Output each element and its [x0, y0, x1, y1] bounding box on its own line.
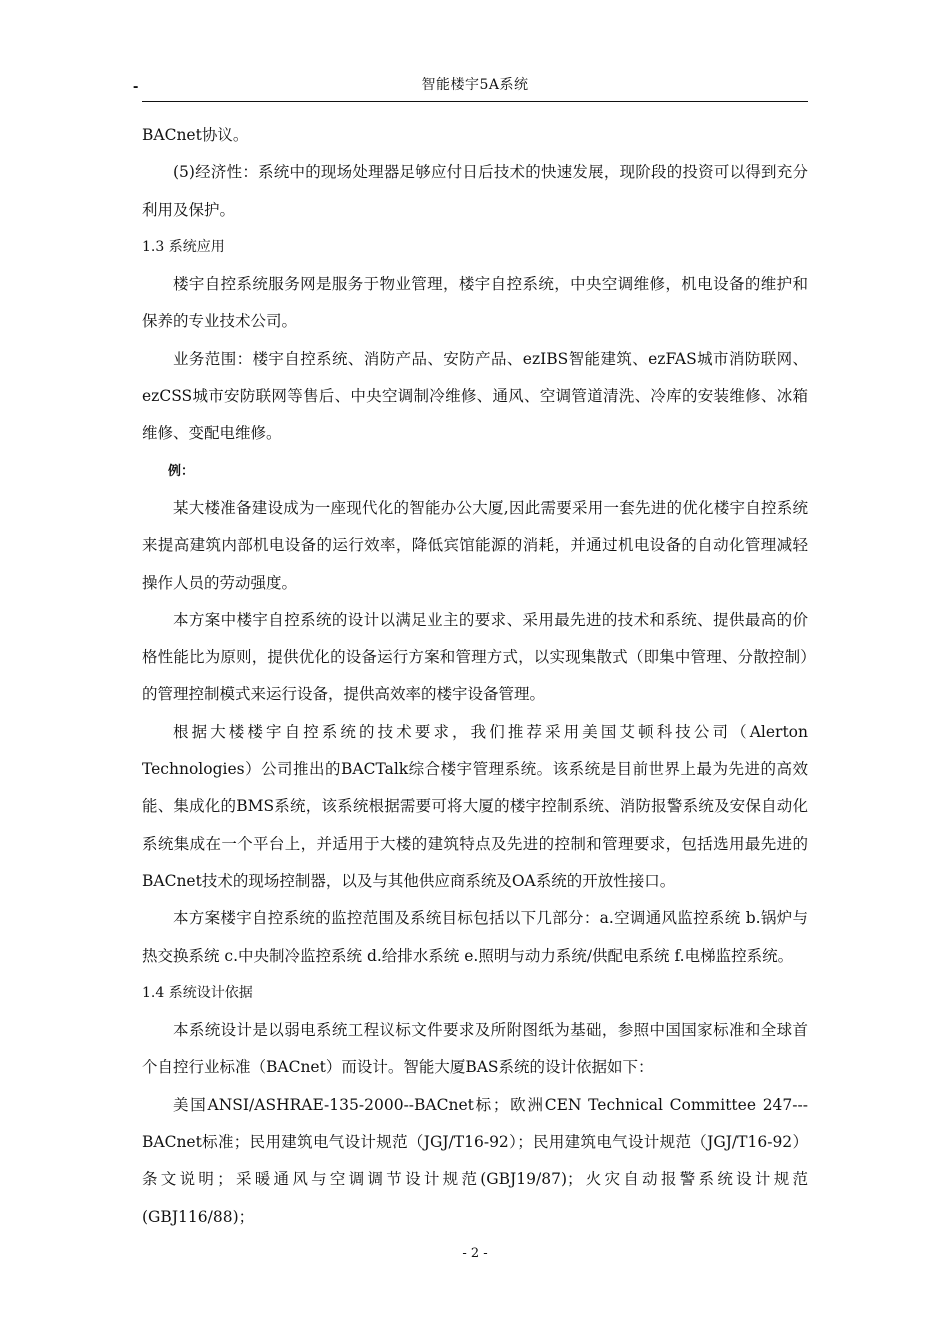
paragraph-business-scope: 业务范围：楼宇自控系统、消防产品、安防产品、ezIBS智能建筑、ezFAS城市消防联网、ezCSS城市安防联网等售后、中央空调制冷维修、通风、空调管道清洗、冷库的安装维修、冰箱维修、变配电维修。: [142, 349, 808, 443]
paragraph-alerton: 根据大楼楼宇自控系统的技术要求，我们推荐采用美国艾顿科技公司（Alerton Technologies）公司推出的BACTalk综合楼宇管理系统。该系统是目前世界上最为先进的高效能、集成化的BMS系统，该系统根据需要可将大厦的楼宇控制系统、消防报警系统及安保自动化系统集成在一个平台上，并适用于大楼的建筑特点及先进的控制和管理要求，包括选用最先进的BACnet技术的现场控制器，以及与其他供应商系统及OA系统的开放性接口。: [142, 722, 808, 890]
paragraph-example: 某大楼准备建设成为一座现代化的智能办公大厦,因此需要采用一套先进的优化楼宇自控系统来提高建筑内部机电设备的运行效率，降低宾馆能源的消耗，并通过机电设备的自动化管理减轻操作人员的劳动强度。: [142, 498, 808, 592]
page-number: - 2 -: [462, 1246, 488, 1261]
paragraph-intro-tail: BACnet协议。: [142, 126, 249, 144]
running-header-title: 智能楼宇5A系统: [421, 77, 529, 93]
paragraph-monitoring-scope: 本方案楼宇自控系统的监控范围及系统目标包括以下几部分：a.空调通风监控系统 b.锅炉与热交换系统 c.中央制冷监控系统 d.给排水系统 e.照明与动力系统/供配电系统 f.电梯监控系统。: [142, 909, 808, 965]
paragraph-design-principle: 本方案中楼宇自控系统的设计以满足业主的要求、采用最先进的技术和系统、提供最高的价格性能比为原则，提供优化的设备运行方案和管理方式，以实现集散式（即集中管理、分散控制）的管理控制模式来运行设备，提供高效率的楼宇设备管理。: [142, 610, 808, 704]
paragraph-economy: (5)经济性：系统中的现场处理器足够应付日后技术的快速发展，现阶段的投资可以得到充分利用及保护。: [142, 163, 808, 219]
header-divider: [142, 101, 808, 102]
paragraph-design-basis: 本系统设计是以弱电系统工程议标文件要求及所附图纸为基础，参照中国国家标准和全球首个自控行业标准（BACnet）而设计。智能大厦BAS系统的设计依据如下：: [142, 1021, 808, 1077]
section-heading-1-4: 1.4 系统设计依据: [142, 984, 253, 1001]
body-text: [142, 117, 808, 1236]
paragraph-service: 楼宇自控系统服务网是服务于物业管理，楼宇自控系统，中央空调维修，机电设备的维护和保养的专业技术公司。: [142, 275, 808, 331]
header-mark: -: [133, 78, 139, 95]
paragraph-standards: 美国ANSI/ASHRAE-135-2000--BACnet标；欧洲CEN Technical Committee 247---BACnet标准；民用建筑电气设计规范（JGJ/T16-92）；民用建筑电气设计规范（JGJ/T16-92）条文说明；采暖通风与空调调节设计规范(GBJ19/87)；火灾自动报警系统设计规范(GBJ116/88)；: [142, 1095, 808, 1226]
section-heading-1-3: 1.3 系统应用: [142, 238, 225, 255]
example-label: 例：: [168, 463, 195, 479]
